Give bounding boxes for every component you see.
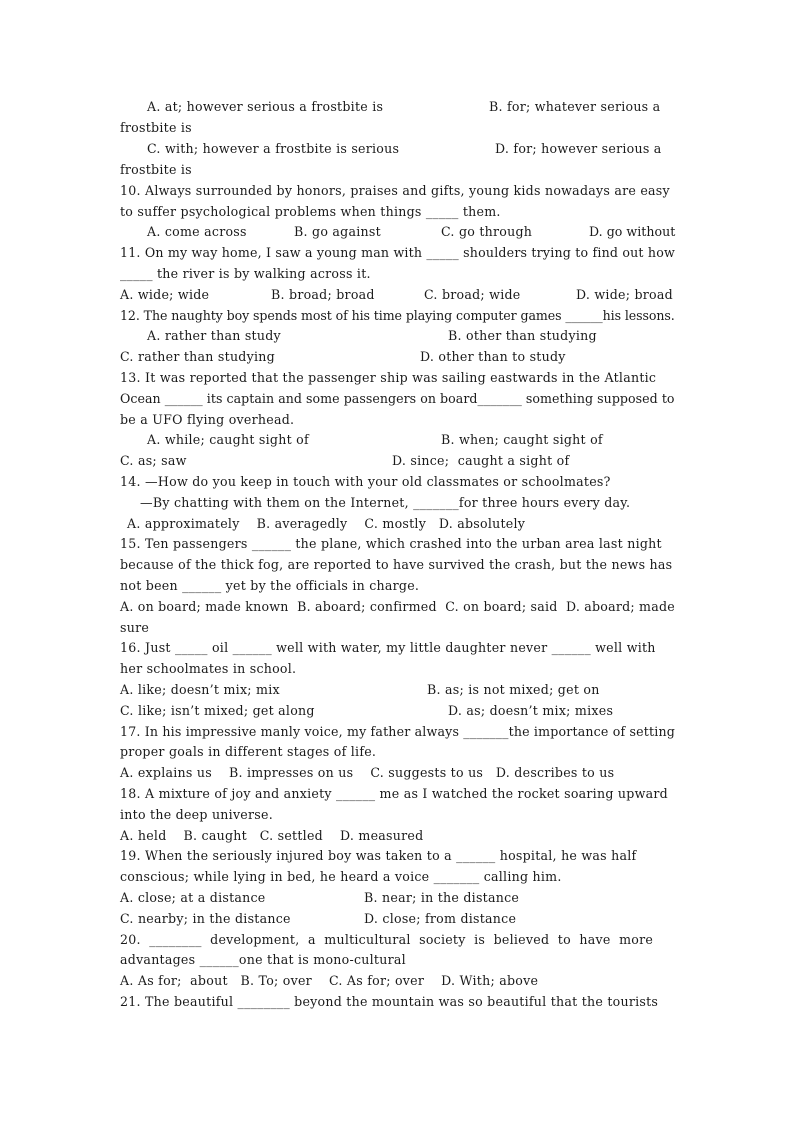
question-line: because of the thick fog, are reported to have survived the crash, but the news has	[120, 557, 673, 572]
question-line: —By chatting with them on the Internet, _______for three hours every day.	[140, 495, 631, 510]
option-a: A. while; caught sight of	[147, 432, 309, 447]
option-d: D. since; caught a sight of	[392, 453, 570, 468]
question-line: proper goals in different stages of life.	[120, 744, 377, 759]
options-line: sure	[120, 620, 150, 635]
question-line: conscious; while lying in bed, he heard a voice _______ calling him.	[120, 869, 562, 884]
option-c: C. rather than studying	[120, 349, 275, 364]
question-line: Ocean ______ its captain and some passengers on board_______ something supposed to	[120, 391, 675, 406]
option-c: C. go through	[441, 224, 533, 239]
question-line: 14. —How do you keep in touch with your old classmates or schoolmates?	[120, 474, 611, 489]
option-c: C. like; isn’t mixed; get along	[120, 703, 315, 718]
text-line: B. for; whatever serious a	[489, 99, 661, 114]
question-line: 16. Just _____ oil ______ well with water, my little daughter never ______ well with	[120, 640, 656, 655]
option-d: D. as; doesn’t mix; mixes	[448, 703, 614, 718]
question-line: 12. The naughty boy spends most of his time playing computer games ______his lessons.	[120, 308, 675, 323]
text-line: C. with; however a frostbite is serious	[147, 141, 400, 156]
option-b: B. when; caught sight of	[441, 432, 603, 447]
question-line: her schoolmates in school.	[120, 661, 297, 676]
options-line: A. held B. caught C. settled D. measured	[120, 828, 424, 843]
option-d: D. other than to study	[420, 349, 566, 364]
text-line: D. for; however serious a	[495, 141, 662, 156]
text-line: frostbite is	[120, 162, 192, 177]
options-line: A. As for; about B. To; over C. As for; over D. With; above	[120, 973, 539, 988]
option-b: B. go against	[294, 224, 381, 239]
options-line: A. on board; made known B. aboard; confirmed C. on board; said D. aboard; made	[120, 599, 675, 614]
option-b: B. near; in the distance	[364, 890, 520, 905]
question-line: 21. The beautiful ________ beyond the mountain was so beautiful that the tourists	[120, 994, 659, 1009]
question-line: 11. On my way home, I saw a young man with _____ shoulders trying to find out how	[120, 245, 675, 260]
option-c: C. broad; wide	[424, 287, 521, 302]
question-line: into the deep universe.	[120, 807, 273, 822]
options-line: A. approximately B. averagedly C. mostly D. absolutely	[127, 516, 526, 531]
option-b: B. broad; broad	[271, 287, 375, 302]
option-c: C. as; saw	[120, 453, 187, 468]
question-line: 20. ________ development, a multicultural society is believed to have more	[120, 932, 654, 947]
question-line: 17. In his impressive manly voice, my father always _______the importance of setting	[120, 724, 675, 739]
option-d: D. close; from distance	[364, 911, 517, 926]
option-a: A. rather than study	[147, 328, 281, 343]
text-line: A. at; however serious a frostbite is	[147, 99, 384, 114]
option-d: D. wide; broad	[576, 287, 673, 302]
option-d: D. go without	[589, 224, 676, 239]
question-line: be a UFO flying overhead.	[120, 412, 295, 427]
option-a: A. like; doesn’t mix; mix	[120, 682, 280, 697]
question-line: 13. It was reported that the passenger ship was sailing eastwards in the Atlantic	[120, 370, 657, 385]
question-line: to suffer psychological problems when things _____ them.	[120, 204, 501, 219]
option-a: A. wide; wide	[120, 287, 210, 302]
text-line: frostbite is	[120, 120, 192, 135]
question-line: advantages ______one that is mono-cultural	[120, 952, 406, 967]
question-line: 19. When the seriously injured boy was taken to a ______ hospital, he was half	[120, 848, 637, 863]
option-c: C. nearby; in the distance	[120, 911, 291, 926]
question-line: 18. A mixture of joy and anxiety ______ me as I watched the rocket soaring upward	[120, 786, 668, 801]
option-a: A. come across	[147, 224, 247, 239]
question-line: not been ______ yet by the officials in charge.	[120, 578, 420, 593]
option-b: B. other than studying	[448, 328, 597, 343]
options-line: A. explains us B. impresses on us C. suggests to us D. describes to us	[120, 765, 615, 780]
option-a: A. close; at a distance	[120, 890, 266, 905]
option-b: B. as; is not mixed; get on	[427, 682, 600, 697]
question-line: _____ the river is by walking across it.	[120, 266, 371, 281]
question-line: 10. Always surrounded by honors, praises and gifts, young kids nowadays are easy	[120, 183, 670, 198]
question-line: 15. Ten passengers ______ the plane, which crashed into the urban area last night	[120, 536, 662, 551]
